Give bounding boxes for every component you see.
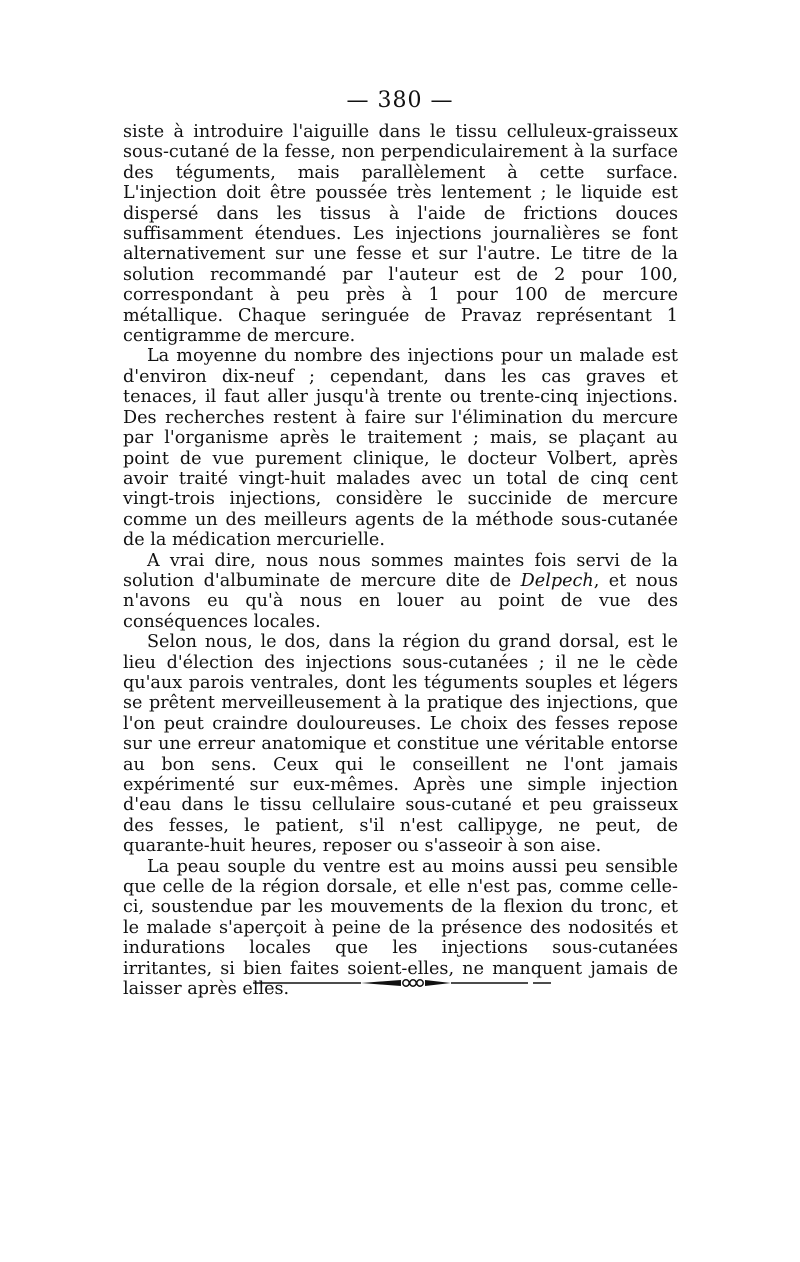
paragraph-3 [123, 551, 678, 633]
paragraph-5: La peau souple du ventre est au moins aussi peu sensible que celle de la région dorsale, et elle n'est pas, comme celle-ci, soustendue par les mouvements de la flexion du tronc, et le malade s'aperçoit à peine de la présence des nodosités et indurations locales que les injections sous-cutanées irritantes, si bien faites soient-elles, ne manquent jamais de laisser après elles. [123, 856, 678, 1000]
ornament-wedge-right [425, 980, 451, 986]
body-text [123, 122, 678, 999]
end-ornament [253, 974, 551, 990]
paragraph-4: Selon nous, le dos, dans la région du grand dorsal, est le lieu d'élection des injections sous-cutanées ; il ne le cède qu'aux parois ventrales, dont les téguments souples et légers se prêtent merveilleusement à la pratique des injections, que l'on peut craindre douloureuses. Le choix des fesses repose sur une erreur anatomique et constitue une véritable entorse au bon sens. Ceux qui le conseillent ne l'ont jamais expérimenté sur eux-mêmes. Après une simple injection d'eau dans le tissu cellulaire sous-cutané et peu graisseux des fesses, le patient, s'il n'est callipyge, ne peut, de quarante-huit heures, reposer ou s'asseoir à son aise. [123, 632, 678, 857]
paragraph-3-start: A vrai dire, nous nous sommes maintes fois servi de la solution d'albuminate de mercure dite de [123, 550, 678, 591]
paragraph-2: La moyenne du nombre des injections pour un malade est d'environ dix-neuf ; cependant, dans les cas graves et tenaces, il faut aller jusqu'à trente ou trente-cinq injections. Des recherches restent à faire sur l'élimination du mercure par l'organisme après le traitement ; mais, se plaçant au point de vue purement clinique, le docteur Volbert, après avoir traité vingt-huit malades avec un total de cinq cent vingt-trois injections, considère le succinide de mercure comme un des meilleurs agents de la méthode sous-cutanée de la médication mercurielle. [123, 346, 678, 551]
ornament-circle-1 [403, 980, 409, 986]
ornament-circle-3 [417, 980, 423, 986]
page-number: — 380 — [346, 88, 454, 113]
paragraph-3-end: , et nous n'avons eu qu'à nous en louer au point de vue des conséquences locales. [123, 570, 678, 632]
delpech-italic: Delpech [520, 570, 594, 591]
ornament-wedge-left [361, 980, 401, 986]
paragraph-1: siste à introduire l'aiguille dans le tissu celluleux-graisseux sous-cutané de la fesse, non perpendiculairement à la surface des téguments, mais parallèlement à cette surface. L'injection doit être poussée très lentement ; le liquide est dispersé dans les tissus à l'aide de frictions douces suffisamment étendues. Les injections journalières se font alternativement sur une fesse et sur l'autre. Le titre de la solution recommandé par l'auteur est de 2 pour 100, correspondant à peu près à 1 pour 100 de mercure métallique. Chaque seringuée de Pravaz représentant 1 centigramme de mercure. [123, 122, 678, 347]
ornament-circle-2 [410, 980, 416, 986]
